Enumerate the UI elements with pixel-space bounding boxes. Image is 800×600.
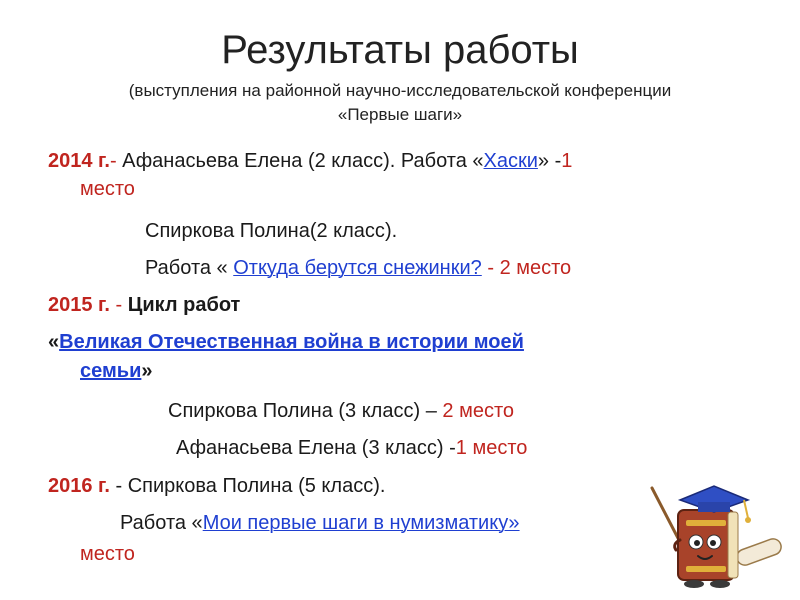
book-graduate-clipart [640,470,790,590]
class-label: 3 класс [368,437,437,459]
entry-2015-line-2 [48,328,524,356]
entry-text: ). Работа « [383,150,484,172]
quote-open: « [48,331,60,353]
work-suffix: - [481,257,500,279]
scroll [735,537,784,568]
year-label: 2015 г. [48,294,110,316]
participant-name: Спиркова Полина( [145,220,317,242]
entry-2016-line-1 [48,472,385,500]
page-subtitle [30,79,770,127]
class-label: 3 класс [345,400,414,422]
entry-2015-line-3 [80,357,153,385]
entry-2014-line-4 [145,254,571,282]
work-link-war-history-cont[interactable]: семьи [80,360,142,382]
cycle-label: Цикл работ [127,294,241,316]
work-link-snowflakes[interactable]: Откуда берутся снежинки? [233,257,482,279]
work-prefix: Работа « [120,512,203,534]
place-label: 1 место [455,437,528,459]
entry-2016-line-3: место [80,543,135,565]
participant-name: Афанасьева Елена ( [176,437,369,459]
entry-text: ) - [436,437,456,459]
book-pages [728,512,738,578]
work-link-huskies[interactable]: Хаски [483,150,538,172]
entry-text: ). [384,220,398,242]
subtitle-line-1: (выступления на районной научно-исследовательской конференции [128,81,672,100]
class-label: 5 класс [304,475,374,497]
work-prefix: Работа « [145,257,234,279]
entry-text: ). [373,475,386,497]
year-label: 2014 г. [48,150,110,172]
entry-text: Афанасьева Елена ( [116,150,315,172]
page-title: Результаты работы [221,28,579,72]
entry-2015-line-5 [176,434,527,462]
quote-close: » [141,360,153,382]
dash: - [109,294,128,316]
place-label: 1 [561,150,573,172]
work-link-numismatics[interactable]: Мои первые шаги в нумизматику» [202,512,520,534]
entry-2015-line-1 [48,291,240,319]
entry-text: - Спиркова Полина ( [109,475,305,497]
year-label: 2016 г. [48,475,110,497]
work-link-war-history[interactable]: Великая Отечественная война в истории моей [59,331,524,353]
class-label: 2 класс [314,150,384,172]
place-label: 2 место [442,400,515,422]
cover-band [686,520,726,526]
entry-text: ) – [413,400,443,422]
entry-2015-line-4 [168,397,514,425]
entry-2014-line-3 [145,217,397,245]
participant-name: Спиркова Полина ( [168,400,346,422]
entry-2014-line-2: место [80,178,135,200]
entry-2016-line-2 [120,509,520,537]
subtitle-line-2: «Первые шаги» [337,105,463,124]
cover-band [686,566,726,572]
place-label: 2 место [499,257,572,279]
entry-2014-line-1 [48,147,572,175]
entry-text: » - [537,150,562,172]
class-label: 2 класс [316,220,385,242]
pointer-stick [652,488,680,542]
dash: - [109,150,117,172]
